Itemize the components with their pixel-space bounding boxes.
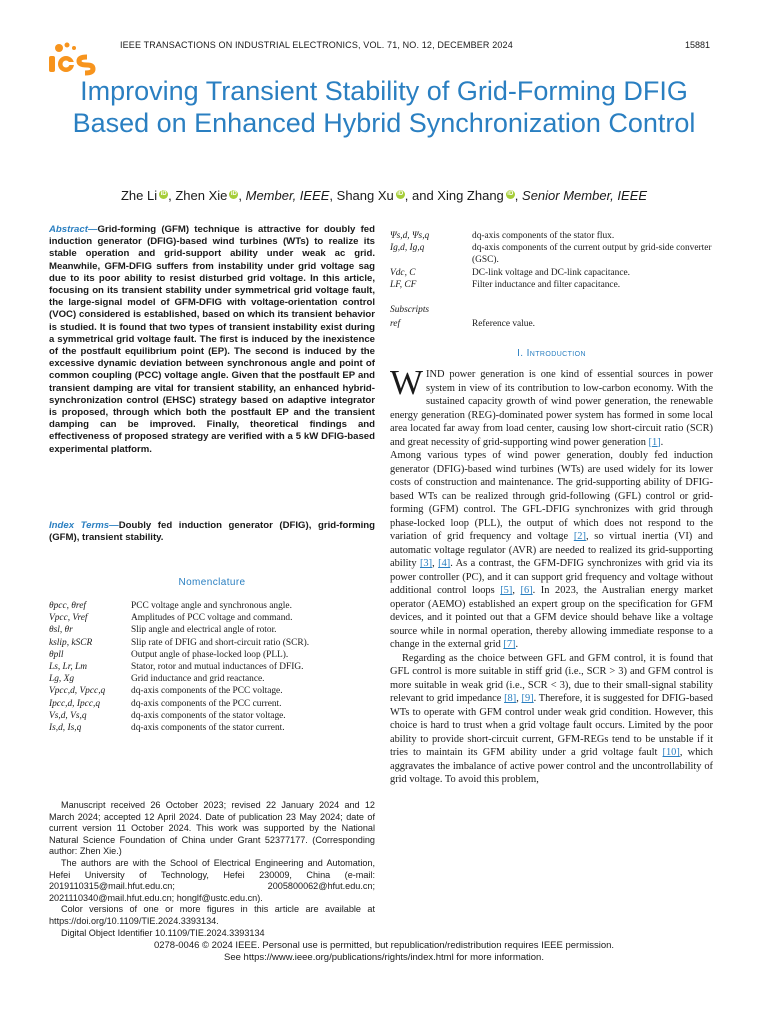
nomenclature-symbol: Vpcc, Vref bbox=[49, 613, 88, 624]
nomenclature-description: dq-axis components of the stator current. bbox=[131, 723, 285, 734]
introduction-body bbox=[390, 363, 713, 787]
nomenclature-symbol: Ls, Lr, Lm bbox=[49, 662, 88, 673]
nomenclature-description: Reference value. bbox=[472, 319, 535, 329]
nomenclature-symbol: Vs,d, Vs,q bbox=[49, 710, 87, 721]
footnote-doi: Digital Object Identifier 10.1109/TIE.2024.3393134 bbox=[61, 927, 265, 938]
author-name: Zhen Xie bbox=[175, 188, 228, 203]
nomenclature-description: dq-axis components of the stator voltage. bbox=[131, 710, 286, 721]
drop-cap: W bbox=[390, 363, 424, 402]
section-number: I. bbox=[517, 348, 524, 359]
nomenclature-row bbox=[49, 710, 375, 722]
nomenclature-symbol: Vpcc,d, Vpcc,q bbox=[49, 686, 106, 697]
nomenclature-row bbox=[49, 637, 375, 649]
nomenclature-description: dq-axis components of the current output by grid-side converter (GSC). bbox=[472, 243, 712, 266]
citation-link[interactable]: [1] bbox=[648, 436, 661, 448]
paper-title: Improving Transient Stability of Grid-Forming DFIG Based on Enhanced Hybrid Synchronization Control bbox=[72, 76, 696, 138]
intro-paragraph: Regarding as the choice between GFL and GFM control, it is found that GFL control is more suitable in stiff grid (i.e., SCR > 3) and GFM control is more suitable in weak grid (i.e., SCR < 3), due to their small-signal stability relevant to grid impedance [8], [9]. Therefore, it is suggested for DFIG-based WTs to operate with GFM control under weak grid condition. However, this choice is hard to trust when a grid voltage fault occurs. Limited by the poor ability to provide short-circuit current, GFM-REGs tend to be unstable if it tries to maintain its GFM ability under a grid voltage fault [10], which aggravates the imbalance of active power control and the uncontrollability of grid voltage. To avoid this problem, bbox=[390, 652, 713, 785]
nomenclature-row bbox=[390, 279, 713, 291]
nomenclature-description: Grid inductance and grid reactance. bbox=[131, 674, 265, 685]
footnote-affiliation: The authors are with the School of Electrical Engineering and Automation, Hefei University of Technology, Hefei 230009, China (e-mail: 2019110315@mail.hfut.edu.cn; 2005800062@hfut.edu.cn; 2021110340@mail.hfut.edu.cn; honglf@ustc.edu.cn). bbox=[49, 857, 375, 903]
index-terms bbox=[49, 520, 375, 544]
nomenclature-description: dq-axis components of the stator flux. bbox=[472, 231, 615, 241]
nomenclature-table bbox=[49, 600, 375, 734]
nomenclature-symbol: Ig,d, Ig,q bbox=[390, 243, 425, 254]
nomenclature-table-continued bbox=[390, 230, 713, 291]
index-terms-text: Doubly fed induction generator (DFIG), grid-forming (GFM), transient stability. bbox=[49, 520, 375, 544]
nomenclature-row bbox=[49, 600, 375, 612]
nomenclature-symbol: kslip, kSCR bbox=[49, 637, 93, 648]
nomenclature-heading: Nomenclature bbox=[178, 577, 246, 588]
author-role: Senior Member, IEEE bbox=[522, 188, 648, 203]
footnote-manuscript: Manuscript received 26 October 2023; revised 22 January 2024 and 12 March 2024; accepted 12 April 2024. Date of publication 23 May 2024; date of current version 11 October 2024. This work was supported by the National Natural Science Foundation of China under Grant 52377177. (Corresponding author: Zhen Xie.) bbox=[49, 800, 375, 857]
nomenclature-symbol: LF, CF bbox=[390, 279, 417, 290]
page-number: 15881 bbox=[684, 40, 710, 50]
nomenclature-row bbox=[390, 242, 713, 266]
nomenclature-symbol: θpcc, θref bbox=[49, 601, 86, 611]
nomenclature-row bbox=[49, 673, 375, 685]
nomenclature-row bbox=[390, 230, 713, 242]
copyright-notice bbox=[40, 940, 728, 964]
section-title: Introduction bbox=[526, 348, 586, 359]
nomenclature-row bbox=[49, 624, 375, 636]
abstract-text: Grid-forming (GFM) technique is attractive for doubly fed induction generator (DFIG)-based wind turbines (WTs) to realize its stable operation and grid-support ability under weak ac grid. Meanwhile, GFM-DFIG suffers from instability under grid voltage sag due to its poor ability to resist disturbed grid voltage. In this article, focusing on its transient stability under symmetrical grid voltage fault, the large-signal model of GFM-DFIG with voltage-orientation control (VOC) considered is established, based on which its transient behavior is studied. It is found that two types of transient instability exist during a symmetrical grid voltage fault. The first is induced by the inexistence of the postfault equilibrium point (EP). The second is induced by the excessive dynamic deviation between synchronous angle and point of common coupling (PCC) voltage angle. Given that the postfault EP and transient damping are vital for transient stability, an enhanced hybrid-synchronization control (EHSC) strategy based on adaptive integrator is proposed, through which both the postfault EP and the transient damping can be improved. Finally, theoretical findings and effectiveness of proposed strategy are verified with a 5 kW DFIG-based experimental platform. bbox=[49, 224, 375, 455]
author-role: Member, IEEE bbox=[245, 188, 330, 203]
nomenclature-symbol: Is,d, Is,q bbox=[49, 723, 82, 734]
nomenclature-symbol: ref bbox=[390, 319, 401, 329]
nomenclature-symbol: Ipcc,d, Ipcc,q bbox=[49, 698, 101, 709]
author-name: Shang Xu bbox=[336, 188, 394, 203]
orcid-icon[interactable]: iD bbox=[397, 190, 404, 197]
citation-link[interactable]: [6] bbox=[520, 585, 533, 596]
nomenclature-row bbox=[49, 698, 375, 710]
citation-link[interactable]: [5] bbox=[500, 585, 513, 596]
nomenclature-row bbox=[49, 661, 375, 673]
footnote-color: Color versions of one or more figures in this article are available at https://doi.org/10.1109/TIE.2024.3393134. bbox=[49, 904, 375, 926]
nomenclature-symbol: θpll bbox=[49, 649, 64, 660]
nomenclature-symbol: Vdc, C bbox=[390, 267, 416, 278]
nomenclature-description: dq-axis components of the PCC current. bbox=[131, 698, 282, 709]
nomenclature-description: Amplitudes of PCC voltage and command. bbox=[131, 613, 293, 624]
nomenclature-symbol: θsl, θr bbox=[49, 625, 73, 636]
nomenclature-row bbox=[49, 685, 375, 697]
introduction-heading bbox=[390, 348, 713, 359]
subscripts-label: Subscripts bbox=[390, 305, 430, 315]
journal-header: IEEE TRANSACTIONS ON INDUSTRIAL ELECTRONICS, VOL. 71, NO. 12, DECEMBER 2024 bbox=[120, 40, 513, 50]
abstract-label: Abstract— bbox=[49, 224, 98, 235]
subscripts-table bbox=[390, 318, 713, 330]
nomenclature-row bbox=[49, 649, 375, 661]
intro-paragraph: Among various types of wind power generation, doubly fed induction generator (DFIG)-based wind turbines (WTs) are used widely for its lower costs of construction and maintenance. The grid-supporting ability of DFIG-based WTs can be realized through grid-following (GFL) control or grid-forming (GFM) control. The GFL-DFIG synchronizes with grid through phase-locked loop (PLL), the output of which does not respond to the variation of grid frequency and voltage [2], so virtual inertia (VI) and automatic voltage regulator (AVR) are needed to realized its grid-supporting ability [3], [4]. As a contrast, the GFM-DFIG synchronizes with grid via its power controller (PC), and it can support grid frequency and voltage without additional control loops [5], [6]. In 2023, the Australian energy market operator (AEMO) established an expert group on the specification for GFM devices, and it pointed out that a GFM device should behave like a voltage source while in normal operation, thereby allowing immediate response to a change in the external grid [7]. bbox=[390, 450, 713, 650]
citation-link[interactable]: [8] bbox=[504, 693, 517, 704]
nomenclature-symbol: Ψs,d, Ψs,q bbox=[390, 231, 430, 241]
author-list: Zhe Li iD , Zhen Xie iD , Member, IEEE, Shang Xu iD , and Xing Zhang iD , Senior Member, IEEE bbox=[120, 188, 648, 203]
author-name: Zhe Li bbox=[120, 188, 158, 203]
abstract bbox=[49, 224, 375, 456]
nomenclature-row bbox=[390, 318, 713, 330]
nomenclature-description: Output angle of phase-locked loop (PLL). bbox=[131, 649, 289, 660]
nomenclature-row bbox=[49, 612, 375, 624]
intro-paragraph: WIND power generation is one kind of essential sources in power system in view of its contribution to low-carbon economy. With the sustained capacity growth of wind power generation, the renewable energy generation (REG)-dominated power system has formed in some local area located far away from load center, causing low short-circuit ratio (SCR) and great necessity of grid-supporting wind power generation [1]. bbox=[390, 363, 713, 448]
nomenclature-description: Filter inductance and filter capacitance. bbox=[472, 279, 621, 290]
citation-link[interactable]: [7] bbox=[503, 639, 516, 650]
nomenclature-description: Slip rate of DFIG and short-circuit ratio (SCR). bbox=[131, 637, 310, 648]
nomenclature-description: PCC voltage angle and synchronous angle. bbox=[131, 601, 292, 611]
citation-link[interactable]: [2] bbox=[573, 531, 586, 542]
nomenclature-description: Stator, rotor and mutual inductances of DFIG. bbox=[131, 662, 304, 673]
citation-link[interactable]: [9] bbox=[521, 693, 534, 704]
citation-link[interactable]: [10] bbox=[662, 747, 680, 758]
citation-link[interactable]: [3] bbox=[419, 558, 433, 569]
footnotes bbox=[49, 800, 375, 939]
nomenclature-description: dq-axis components of the PCC voltage. bbox=[131, 686, 283, 697]
nomenclature-description: Slip angle and electrical angle of rotor. bbox=[131, 625, 277, 636]
index-terms-label: Index Terms— bbox=[49, 520, 119, 531]
citation-link[interactable]: [4] bbox=[438, 558, 451, 569]
copyright-line: 0278-0046 © 2024 IEEE. Personal use is permitted, but republication/redistribution requires IEEE permission. bbox=[153, 940, 615, 951]
copyright-link-line[interactable]: See https://www.ieee.org/publications/rights/index.html for more information. bbox=[224, 952, 544, 963]
orcid-icon[interactable]: iD bbox=[160, 190, 167, 197]
orcid-icon[interactable]: iD bbox=[230, 190, 237, 197]
nomenclature-row bbox=[390, 267, 713, 279]
ies-logo bbox=[45, 40, 105, 80]
nomenclature-row bbox=[49, 722, 375, 734]
author-name: Xing Zhang bbox=[437, 188, 504, 203]
nomenclature-description: DC-link voltage and DC-link capacitance. bbox=[472, 267, 631, 278]
orcid-icon[interactable]: iD bbox=[507, 190, 514, 197]
nomenclature-symbol: Lg, Xg bbox=[49, 674, 75, 685]
